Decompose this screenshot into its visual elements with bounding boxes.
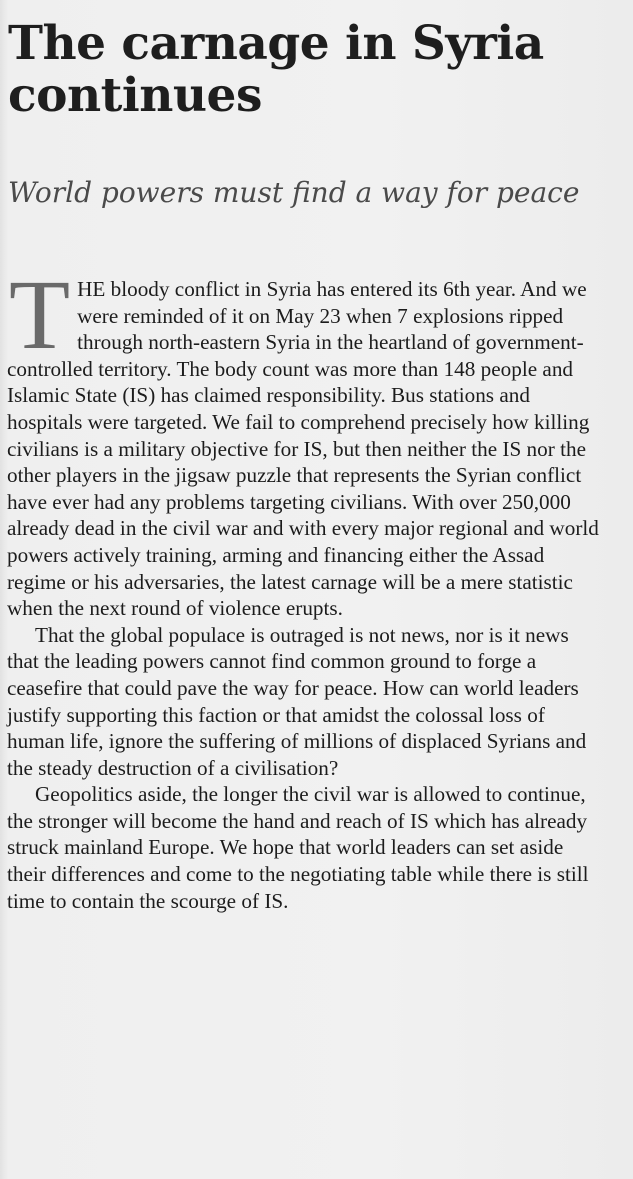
- article-paragraph: That the global populace is outraged is not news, nor is it news that the leading powers cannot find common ground to forge a ceasefire that could pave the way for peace. How can world leaders justify supporting this faction or that amidst the colossal loss of human life, ignore the suffering of millions of displaced Syrians and the steady destruction of a civilisation?: [7, 622, 587, 780]
- article-subheadline: World powers must find a way for peace: [8, 176, 580, 209]
- article-headline: The carnage in Syria continues: [8, 16, 544, 123]
- drop-cap: T: [9, 259, 71, 370]
- article-body: [7, 259, 605, 914]
- article-paragraph: Geopolitics aside, the longer the civil war is allowed to continue, the stronger will become the hand and reach of IS which has already struck mainland Europe. We hope that world leaders can set aside their differences and come to the negotiating table while there is still time to contain the scourge of IS.: [7, 782, 589, 913]
- article-paragraph: [7, 259, 605, 622]
- paragraph-text: HE bloody conflict in Syria has entered its 6th year. And we were reminded of it on May 23 when 7 explosions ripped through north-eastern Syria in the heartland of government-controlled territory. The body count was more than 148 people and Islamic State (IS) has claimed responsibility. Bus stations and hospitals were targeted. We fail to comprehend precisely how killing civilians is a military objective for IS, but then neither the IS nor the other players in the jigsaw puzzle that represents the Syrian conflict have ever had any problems targeting civilians. With over 250,000 already dead in the civil war and with every major regional and world powers actively training, arming and financing either the Assad regime or his adversaries, the latest carnage will be a mere statistic when the next round of violence erupts.: [7, 277, 599, 621]
